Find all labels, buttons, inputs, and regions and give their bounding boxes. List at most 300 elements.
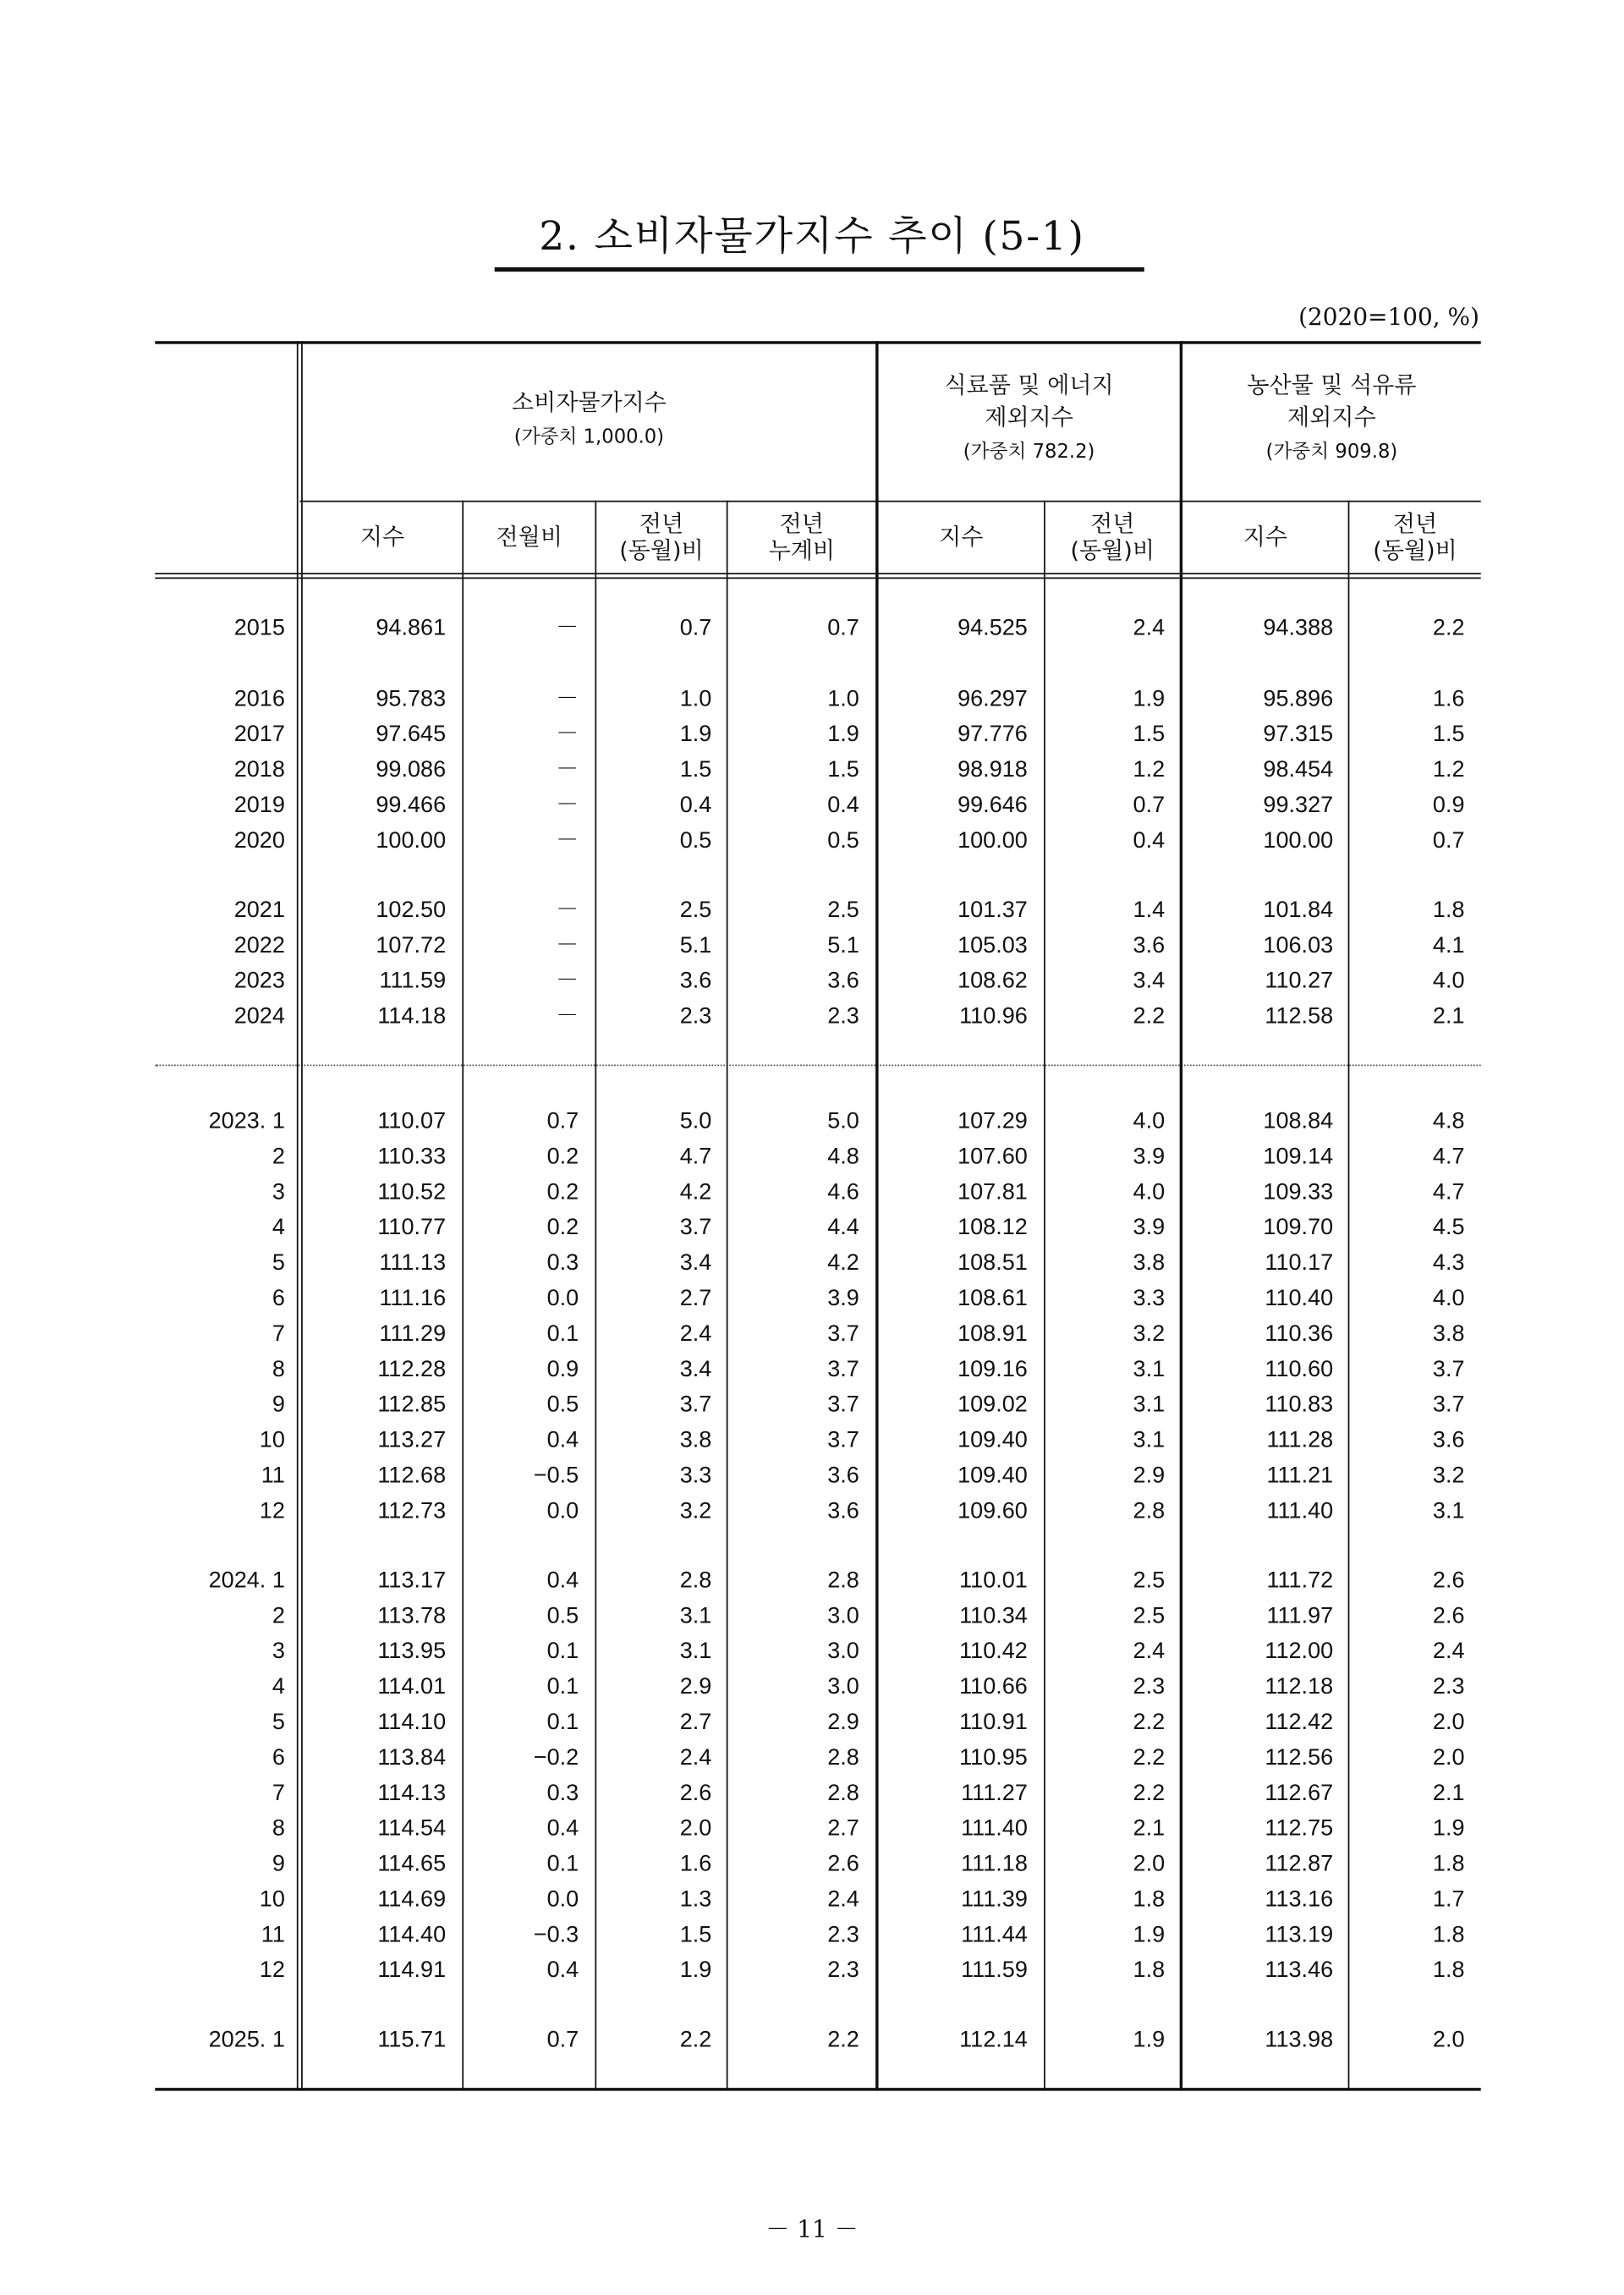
cell-core-fe-yoy: 3.3 — [1133, 1286, 1166, 1312]
cell-core-ao-index: 110.83 — [1265, 1392, 1334, 1418]
subheader-4: 지수 — [939, 524, 984, 552]
cell-core-fe-yoy: 1.9 — [1133, 2027, 1166, 2053]
cell-core-fe-index: 110.95 — [959, 1745, 1028, 1771]
section-divider — [155, 1065, 1480, 1067]
cell-core-fe-yoy: 2.3 — [1133, 1674, 1166, 1700]
cell-core-ao-index: 97.315 — [1263, 722, 1334, 748]
cell-period: 4 — [272, 1674, 285, 1700]
cell-cpi-yoy: 2.4 — [679, 1745, 712, 1771]
cell-core-ao-yoy: 4.0 — [1432, 1286, 1465, 1312]
cell-core-ao-yoy: 2.0 — [1432, 1710, 1465, 1735]
cell-core-fe-index: 107.81 — [957, 1179, 1028, 1205]
cell-core-fe-index: 108.12 — [957, 1215, 1028, 1241]
cell-core-ao-yoy: 4.1 — [1432, 933, 1465, 958]
cell-core-ao-index: 94.388 — [1263, 615, 1334, 641]
group-weight: (가중치 1,000.0) — [513, 426, 665, 449]
cell-period: 2017 — [233, 722, 285, 748]
cell-core-ao-yoy: 1.2 — [1432, 757, 1465, 783]
cell-core-ao-index: 113.16 — [1265, 1886, 1334, 1913]
header-bottom-rule — [155, 573, 1480, 574]
table-top-rule — [155, 341, 1480, 343]
cell-cpi-mom: 0.1 — [546, 1674, 579, 1700]
cell-core-ao-index: 109.70 — [1263, 1215, 1334, 1241]
cell-period: 8 — [272, 1357, 285, 1382]
group-weight: (가중치 782.2) — [963, 441, 1095, 464]
cell-cpi-mom: 0.2 — [546, 1215, 579, 1241]
cell-core-fe-index: 112.14 — [959, 2027, 1028, 2053]
cell-core-fe-index: 110.96 — [959, 1003, 1028, 1029]
cell-core-ao-yoy: 4.3 — [1432, 1250, 1465, 1277]
cell-cpi-mom: － — [556, 1003, 579, 1029]
cell-cpi-mom: −0.5 — [533, 1463, 579, 1489]
cell-period: 5 — [272, 1250, 285, 1277]
cell-core-fe-yoy: 2.4 — [1133, 1639, 1166, 1665]
cell-period: 12 — [259, 1957, 285, 1984]
page-number: － 11 － — [765, 2215, 859, 2243]
unit-note: (2020=100, %) — [1298, 302, 1479, 331]
cell-cpi-index: 114.10 — [377, 1710, 447, 1735]
cell-cpi-ytd: 2.3 — [827, 1003, 859, 1029]
cell-cpi-index: 114.01 — [377, 1674, 447, 1700]
cell-core-ao-yoy: 0.9 — [1432, 793, 1465, 819]
cell-cpi-yoy: 3.4 — [679, 1357, 712, 1382]
cell-core-ao-yoy: 1.8 — [1432, 1922, 1465, 1948]
cell-cpi-yoy: 3.1 — [679, 1639, 712, 1665]
cell-core-ao-yoy: 2.2 — [1432, 615, 1465, 641]
subheader-0: 지수 — [359, 524, 405, 552]
cell-cpi-yoy: 1.0 — [679, 686, 712, 712]
cell-cpi-mom: － — [556, 757, 579, 783]
column-rule-3 — [1180, 341, 1182, 2090]
cell-core-ao-index: 112.18 — [1265, 1674, 1334, 1700]
cell-core-ao-yoy: 4.8 — [1432, 1108, 1465, 1134]
cell-cpi-ytd: 2.3 — [827, 1957, 859, 1984]
cell-core-ao-index: 99.327 — [1263, 793, 1334, 819]
cell-core-fe-yoy: 1.9 — [1133, 686, 1166, 712]
cell-core-fe-yoy: 2.8 — [1133, 1498, 1166, 1524]
cell-cpi-yoy: 3.7 — [679, 1392, 712, 1418]
cell-cpi-ytd: 2.5 — [827, 898, 859, 923]
cell-cpi-index: 114.18 — [377, 1003, 447, 1029]
cell-cpi-index: 110.33 — [377, 1144, 447, 1170]
cell-core-fe-index: 108.91 — [957, 1321, 1028, 1347]
cell-core-fe-yoy: 3.1 — [1133, 1427, 1166, 1453]
cell-core-fe-index: 110.34 — [959, 1603, 1028, 1629]
table-bottom-rule — [155, 2088, 1480, 2090]
cell-cpi-ytd: 3.0 — [827, 1639, 859, 1665]
cell-core-fe-yoy: 4.0 — [1133, 1179, 1166, 1205]
cell-cpi-mom: 0.9 — [546, 1357, 579, 1382]
cell-cpi-index: 113.84 — [377, 1745, 447, 1771]
cell-core-ao-yoy: 4.0 — [1432, 969, 1465, 994]
cell-period: 12 — [259, 1498, 285, 1524]
cell-cpi-mom: 0.1 — [546, 1710, 579, 1735]
cell-cpi-ytd: 4.6 — [827, 1179, 859, 1205]
cell-cpi-yoy: 2.4 — [679, 1321, 712, 1347]
cell-cpi-mom: － — [556, 793, 579, 819]
cell-cpi-index: 111.13 — [379, 1250, 447, 1277]
cell-cpi-index: 110.77 — [377, 1215, 447, 1241]
cell-core-fe-yoy: 2.5 — [1133, 1603, 1166, 1629]
cell-cpi-mom: −0.3 — [533, 1922, 579, 1948]
cell-period: 8 — [272, 1815, 285, 1842]
cell-cpi-yoy: 2.3 — [679, 1003, 712, 1029]
cell-core-fe-yoy: 2.2 — [1133, 1745, 1166, 1771]
cell-core-fe-index: 94.525 — [957, 615, 1028, 641]
cell-period: 2016 — [233, 686, 285, 712]
cell-cpi-index: 114.69 — [377, 1886, 447, 1913]
cell-period: 2024. 1 — [208, 1568, 285, 1594]
cell-cpi-mom: 0.4 — [546, 1568, 579, 1594]
subheader-7: 전년 (동월)비 — [1373, 510, 1457, 564]
cell-core-fe-yoy: 2.1 — [1133, 1815, 1166, 1842]
subheader-3: 전년 누계비 — [768, 510, 835, 564]
cell-core-ao-index: 113.98 — [1265, 2027, 1334, 2053]
cell-cpi-index: 113.27 — [377, 1427, 447, 1453]
cell-core-ao-yoy: 2.0 — [1432, 1745, 1465, 1771]
cell-cpi-yoy: 3.6 — [679, 969, 712, 994]
cell-core-fe-yoy: 1.5 — [1133, 722, 1166, 748]
cell-core-fe-index: 109.60 — [957, 1498, 1028, 1524]
cell-cpi-index: 114.13 — [377, 1781, 447, 1806]
cell-cpi-ytd: 3.7 — [827, 1427, 859, 1453]
cell-cpi-yoy: 0.4 — [679, 793, 712, 819]
cell-cpi-index: 113.95 — [377, 1639, 447, 1665]
cell-cpi-mom: 0.5 — [546, 1603, 579, 1629]
cell-cpi-ytd: 2.8 — [827, 1781, 859, 1806]
cell-cpi-yoy: 0.7 — [679, 615, 712, 641]
cell-core-fe-index: 111.18 — [961, 1851, 1028, 1877]
cell-core-ao-yoy: 2.1 — [1432, 1781, 1465, 1806]
group-name: 식료품 및 에너지 제외지수 — [944, 371, 1114, 431]
column-rule-2 — [875, 341, 878, 2090]
cell-core-ao-index: 100.00 — [1263, 828, 1334, 854]
cell-core-fe-yoy: 3.4 — [1133, 969, 1166, 994]
cell-cpi-yoy: 2.5 — [679, 898, 712, 923]
cell-core-fe-yoy: 1.8 — [1133, 1957, 1166, 1984]
cell-period: 2015 — [233, 615, 285, 641]
cell-period: 11 — [261, 1922, 285, 1948]
cell-core-ao-yoy: 2.6 — [1432, 1568, 1465, 1594]
cell-cpi-mom: 0.4 — [546, 1957, 579, 1984]
cell-cpi-ytd: 2.8 — [827, 1745, 859, 1771]
cell-cpi-index: 110.52 — [377, 1179, 447, 1205]
cell-core-fe-index: 110.42 — [959, 1639, 1028, 1665]
cell-core-fe-index: 111.27 — [961, 1781, 1028, 1806]
cell-cpi-index: 111.59 — [379, 969, 447, 994]
cell-core-ao-index: 109.33 — [1263, 1179, 1334, 1205]
cell-core-ao-yoy: 1.6 — [1432, 686, 1465, 712]
cell-cpi-index: 111.16 — [379, 1286, 447, 1312]
cell-cpi-mom: 0.1 — [546, 1321, 579, 1347]
cell-cpi-ytd: 4.8 — [827, 1144, 859, 1170]
cell-core-ao-yoy: 3.2 — [1432, 1463, 1465, 1489]
cell-core-fe-yoy: 2.9 — [1133, 1463, 1166, 1489]
cell-cpi-index: 94.861 — [376, 615, 447, 641]
cell-cpi-index: 112.85 — [377, 1392, 447, 1418]
cell-core-ao-index: 98.454 — [1263, 757, 1334, 783]
cell-core-ao-index: 95.896 — [1263, 686, 1334, 712]
cell-core-fe-index: 108.61 — [957, 1286, 1028, 1312]
cell-cpi-yoy: 3.3 — [679, 1463, 712, 1489]
cell-cpi-index: 113.17 — [377, 1568, 447, 1594]
cell-core-ao-index: 111.40 — [1266, 1498, 1334, 1524]
cell-period: 7 — [272, 1321, 285, 1347]
cell-period: 2024 — [233, 1003, 285, 1029]
cell-core-fe-yoy: 0.7 — [1133, 793, 1166, 819]
subheader-5: 전년 (동월)비 — [1070, 510, 1155, 564]
cell-core-fe-index: 109.02 — [957, 1392, 1028, 1418]
cell-period: 9 — [272, 1392, 285, 1418]
cell-cpi-mom: 0.3 — [546, 1250, 579, 1277]
cell-core-fe-index: 109.16 — [957, 1357, 1028, 1382]
cell-core-fe-yoy: 3.9 — [1133, 1144, 1166, 1170]
cell-cpi-ytd: 5.1 — [827, 933, 859, 958]
cell-core-fe-index: 98.918 — [957, 757, 1028, 783]
cell-core-fe-index: 99.646 — [957, 793, 1028, 819]
cell-core-ao-yoy: 2.1 — [1432, 1003, 1465, 1029]
cell-cpi-yoy: 2.6 — [679, 1781, 712, 1806]
cell-core-ao-yoy: 2.4 — [1432, 1639, 1465, 1665]
cell-core-ao-index: 110.60 — [1265, 1357, 1334, 1382]
cell-cpi-ytd: 0.4 — [827, 793, 859, 819]
cell-cpi-mom: － — [556, 969, 579, 994]
cell-core-ao-yoy: 1.9 — [1432, 1815, 1465, 1842]
cell-cpi-yoy: 2.2 — [679, 2027, 712, 2053]
cell-cpi-yoy: 3.1 — [679, 1603, 712, 1629]
cell-cpi-ytd: 3.0 — [827, 1603, 859, 1629]
cell-cpi-index: 102.50 — [376, 898, 447, 923]
cell-core-fe-yoy: 2.4 — [1133, 615, 1166, 641]
group-header-core-food-energy — [879, 369, 1180, 469]
cell-cpi-mom: 0.5 — [546, 1392, 579, 1418]
cell-cpi-yoy: 2.9 — [679, 1674, 712, 1700]
cell-period: 2023 — [233, 969, 285, 994]
cell-core-ao-index: 101.84 — [1263, 898, 1334, 923]
group-header-core-agri-oil — [1182, 369, 1481, 469]
cell-cpi-index: 95.783 — [376, 686, 447, 712]
cell-cpi-mom: － — [556, 898, 579, 923]
cell-cpi-yoy: 1.5 — [679, 757, 712, 783]
cell-cpi-yoy: 1.9 — [679, 722, 712, 748]
cell-cpi-index: 110.07 — [377, 1108, 447, 1134]
cell-cpi-yoy: 3.2 — [679, 1498, 712, 1524]
cell-core-fe-index: 110.91 — [959, 1710, 1028, 1735]
cell-core-ao-index: 112.58 — [1265, 1003, 1334, 1029]
cell-core-fe-yoy: 3.8 — [1133, 1250, 1166, 1277]
cell-cpi-index: 100.00 — [376, 828, 447, 854]
cell-cpi-ytd: 2.4 — [827, 1886, 859, 1913]
group-name: 소비자물가지수 — [511, 389, 667, 417]
cell-cpi-ytd: 4.2 — [827, 1250, 859, 1277]
cell-period: 3 — [272, 1639, 285, 1665]
cell-core-fe-index: 109.40 — [957, 1427, 1028, 1453]
cell-cpi-index: 111.29 — [379, 1321, 447, 1347]
cell-core-ao-yoy: 3.6 — [1432, 1427, 1465, 1453]
cell-cpi-ytd: 3.9 — [827, 1286, 859, 1312]
cell-core-fe-index: 108.62 — [957, 969, 1028, 994]
cell-cpi-ytd: 0.7 — [827, 615, 859, 641]
cell-core-ao-yoy: 3.8 — [1432, 1321, 1465, 1347]
cell-period: 2 — [272, 1144, 285, 1170]
cell-core-ao-index: 110.40 — [1265, 1286, 1334, 1312]
cell-core-fe-yoy: 4.0 — [1133, 1108, 1166, 1134]
cell-core-ao-yoy: 0.7 — [1432, 828, 1465, 854]
cell-cpi-mom: 0.2 — [546, 1144, 579, 1170]
cell-core-fe-yoy: 2.2 — [1133, 1710, 1166, 1735]
cell-core-fe-index: 111.39 — [961, 1886, 1028, 1913]
cell-cpi-ytd: 2.6 — [827, 1851, 859, 1877]
cell-period: 2020 — [233, 828, 285, 854]
cell-core-fe-index: 107.29 — [957, 1108, 1028, 1134]
cell-period: 3 — [272, 1179, 285, 1205]
cell-cpi-ytd: 3.6 — [827, 1463, 859, 1489]
cell-cpi-ytd: 1.0 — [827, 686, 859, 712]
cell-core-ao-index: 113.46 — [1265, 1957, 1334, 1984]
cell-period: 2022 — [233, 933, 285, 958]
cell-core-ao-index: 111.21 — [1266, 1463, 1334, 1489]
cell-cpi-index: 113.78 — [377, 1603, 447, 1629]
cell-cpi-mom: 0.3 — [546, 1781, 579, 1806]
cell-cpi-yoy: 5.1 — [679, 933, 712, 958]
cell-cpi-mom: 0.7 — [546, 1108, 579, 1134]
cell-core-fe-index: 107.60 — [957, 1144, 1028, 1170]
cell-core-ao-index: 110.27 — [1265, 969, 1334, 994]
cell-cpi-ytd: 0.5 — [827, 828, 859, 854]
cell-core-fe-index: 101.37 — [957, 898, 1028, 923]
cell-cpi-index: 112.28 — [377, 1357, 447, 1382]
cell-core-ao-yoy: 4.7 — [1432, 1179, 1465, 1205]
cell-core-ao-yoy: 2.3 — [1432, 1674, 1465, 1700]
cell-core-ao-yoy: 2.0 — [1432, 2027, 1465, 2053]
cell-core-fe-index: 110.01 — [959, 1568, 1028, 1594]
cell-cpi-mom: 0.4 — [546, 1427, 579, 1453]
cell-core-ao-index: 108.84 — [1263, 1108, 1334, 1134]
cell-core-ao-index: 113.19 — [1265, 1922, 1334, 1948]
page-title: 2. 소비자물가지수 추이 (5-1) — [539, 214, 1085, 261]
cell-core-fe-index: 111.40 — [961, 1815, 1028, 1842]
cell-core-ao-index: 110.36 — [1265, 1321, 1334, 1347]
cell-cpi-ytd: 2.8 — [827, 1568, 859, 1594]
cell-cpi-yoy: 5.0 — [679, 1108, 712, 1134]
cell-cpi-mom: 0.2 — [546, 1179, 579, 1205]
cell-core-ao-yoy: 3.7 — [1432, 1392, 1465, 1418]
cell-cpi-yoy: 1.5 — [679, 1922, 712, 1948]
cell-core-fe-yoy: 1.8 — [1133, 1886, 1166, 1913]
cell-core-ao-yoy: 1.5 — [1432, 722, 1465, 748]
cell-cpi-index: 99.466 — [376, 793, 447, 819]
cell-cpi-mom: 0.0 — [546, 1498, 579, 1524]
cell-cpi-ytd: 3.6 — [827, 969, 859, 994]
cell-period: 4 — [272, 1215, 285, 1241]
cell-core-fe-index: 108.51 — [957, 1250, 1028, 1277]
cell-cpi-yoy: 2.0 — [679, 1815, 712, 1842]
cell-cpi-yoy: 1.3 — [679, 1886, 712, 1913]
cell-core-fe-yoy: 1.4 — [1133, 898, 1166, 923]
cell-core-fe-index: 110.66 — [959, 1674, 1028, 1700]
cell-period: 9 — [272, 1851, 285, 1877]
cell-period: 2018 — [233, 757, 285, 783]
cell-period: 6 — [272, 1286, 285, 1312]
cell-core-fe-index: 96.297 — [957, 686, 1028, 712]
cell-core-fe-yoy: 1.9 — [1133, 1922, 1166, 1948]
cell-core-fe-yoy: 2.2 — [1133, 1781, 1166, 1806]
cell-cpi-mom: 0.1 — [546, 1851, 579, 1877]
cell-core-fe-index: 97.776 — [957, 722, 1028, 748]
cell-cpi-index: 114.65 — [377, 1851, 447, 1877]
cell-period: 10 — [259, 1886, 285, 1913]
subheader-1: 전월비 — [496, 524, 562, 552]
cell-cpi-mom: 0.1 — [546, 1639, 579, 1665]
cell-period: 2025. 1 — [208, 2027, 285, 2053]
cell-core-ao-index: 109.14 — [1263, 1144, 1334, 1170]
cell-cpi-index: 112.73 — [377, 1498, 447, 1524]
cell-core-fe-yoy: 0.4 — [1133, 828, 1166, 854]
subheader-6: 지수 — [1243, 524, 1288, 552]
cell-cpi-ytd: 1.9 — [827, 722, 859, 748]
cell-core-ao-index: 111.28 — [1266, 1427, 1334, 1453]
cell-cpi-mom: － — [556, 686, 579, 712]
group-header-cpi — [303, 387, 875, 454]
cell-cpi-mom: 0.0 — [546, 1286, 579, 1312]
cell-cpi-mom: － — [556, 828, 579, 854]
cell-cpi-index: 114.91 — [377, 1957, 447, 1984]
cell-cpi-mom: 0.0 — [546, 1886, 579, 1913]
cell-cpi-yoy: 1.9 — [679, 1957, 712, 1984]
cell-core-ao-yoy: 4.5 — [1432, 1215, 1465, 1241]
cell-core-fe-yoy: 3.2 — [1133, 1321, 1166, 1347]
cell-period: 10 — [259, 1427, 285, 1453]
cell-cpi-index: 114.40 — [377, 1922, 447, 1948]
cell-cpi-mom: 0.4 — [546, 1815, 579, 1842]
cell-cpi-index: 115.71 — [377, 2027, 447, 2053]
cell-period: 7 — [272, 1781, 285, 1806]
cell-period: 6 — [272, 1745, 285, 1771]
cell-cpi-ytd: 3.6 — [827, 1498, 859, 1524]
group-name: 농산물 및 석유류 제외지수 — [1247, 371, 1417, 431]
cell-cpi-yoy: 0.5 — [679, 828, 712, 854]
cell-core-fe-index: 100.00 — [957, 828, 1028, 854]
cell-cpi-yoy: 2.7 — [679, 1286, 712, 1312]
cell-core-fe-yoy: 3.9 — [1133, 1215, 1166, 1241]
cell-cpi-ytd: 2.7 — [827, 1815, 859, 1842]
cell-core-fe-yoy: 2.2 — [1133, 1003, 1166, 1029]
cell-cpi-yoy: 2.7 — [679, 1710, 712, 1735]
cell-core-fe-yoy: 3.1 — [1133, 1392, 1166, 1418]
cell-cpi-yoy: 4.2 — [679, 1179, 712, 1205]
cell-cpi-mom: −0.2 — [533, 1745, 579, 1771]
cell-core-ao-yoy: 1.8 — [1432, 898, 1465, 923]
subheader-2: 전년 (동월)비 — [619, 510, 704, 564]
cell-cpi-ytd: 2.2 — [827, 2027, 859, 2053]
cell-core-fe-yoy: 2.0 — [1133, 1851, 1166, 1877]
cell-cpi-index: 107.72 — [376, 933, 447, 958]
cell-core-ao-index: 111.72 — [1266, 1568, 1334, 1594]
cell-core-ao-yoy: 3.7 — [1432, 1357, 1465, 1382]
cell-core-ao-yoy: 1.8 — [1432, 1851, 1465, 1877]
cell-cpi-index: 97.645 — [376, 722, 447, 748]
cell-period: 2 — [272, 1603, 285, 1629]
cell-cpi-ytd: 1.5 — [827, 757, 859, 783]
cell-cpi-index: 99.086 — [376, 757, 447, 783]
cell-core-ao-yoy: 4.7 — [1432, 1144, 1465, 1170]
cell-core-fe-yoy: 3.6 — [1133, 933, 1166, 958]
cell-core-ao-index: 112.67 — [1265, 1781, 1334, 1806]
cell-cpi-ytd: 2.3 — [827, 1922, 859, 1948]
cell-core-ao-index: 110.17 — [1265, 1250, 1334, 1277]
cell-cpi-ytd: 3.7 — [827, 1357, 859, 1382]
cell-core-ao-index: 106.03 — [1263, 933, 1334, 958]
